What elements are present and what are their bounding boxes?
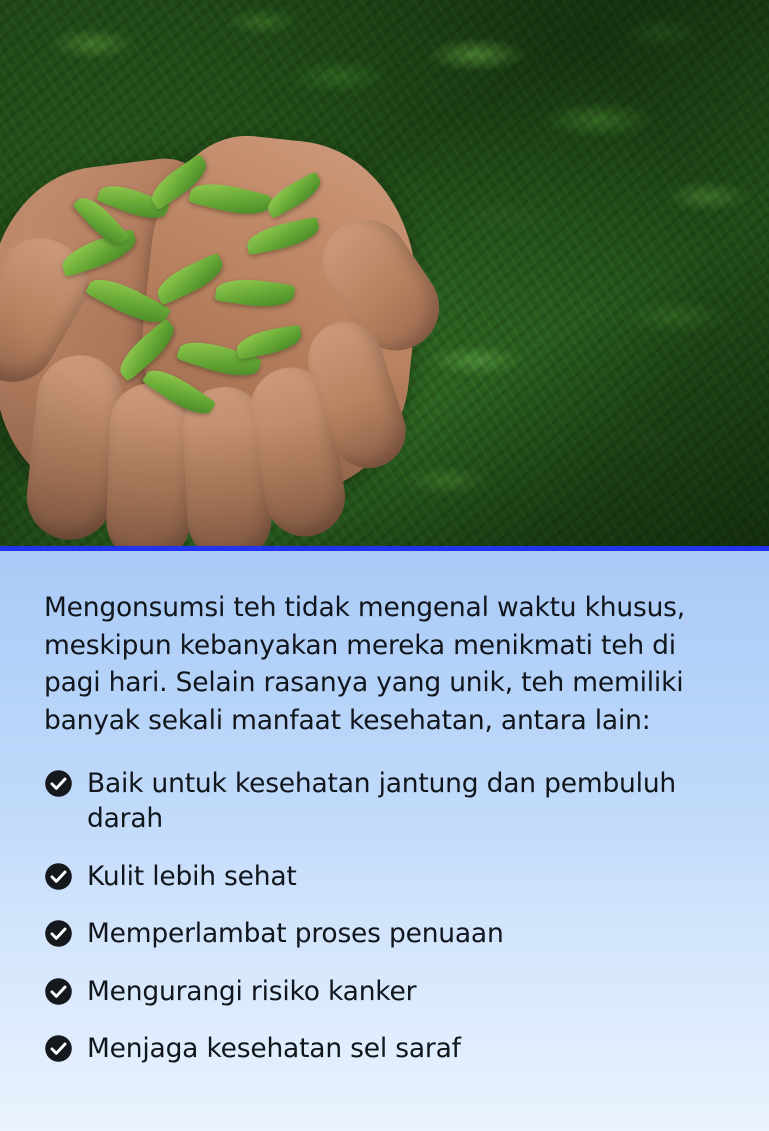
check-circle-icon	[44, 769, 73, 798]
check-circle-icon	[44, 862, 73, 891]
benefit-label: Menjaga kesehatan sel saraf	[87, 1033, 461, 1064]
benefit-label: Kulit lebih sehat	[87, 860, 297, 892]
photo-vignette	[0, 0, 769, 546]
check-circle-icon	[44, 919, 73, 948]
benefit-label: Mengurangi risiko kanker	[87, 975, 417, 1007]
benefit-label: Memperlambat proses penuaan	[87, 918, 504, 949]
benefit-label: Baik untuk kesehatan jantung dan pembuluh darah	[87, 767, 677, 834]
check-circle-icon	[44, 977, 73, 1006]
check-circle-icon	[44, 1034, 73, 1063]
list-item	[44, 766, 725, 837]
intro-paragraph: Mengonsumsi teh tidak mengenal waktu khusus, meskipun kebanyakan mereka menikmati teh di pagi hari. Selain rasanya yang unik, teh memiliki banyak sekali manfaat kesehatan, antara lain:	[44, 592, 685, 736]
list-item	[44, 1031, 725, 1067]
list-item	[44, 974, 725, 1010]
benefits-panel	[0, 546, 769, 1131]
list-item	[44, 916, 725, 952]
list-item	[44, 859, 725, 895]
tea-leaves-photo	[0, 0, 769, 546]
benefits-list	[44, 766, 725, 1067]
